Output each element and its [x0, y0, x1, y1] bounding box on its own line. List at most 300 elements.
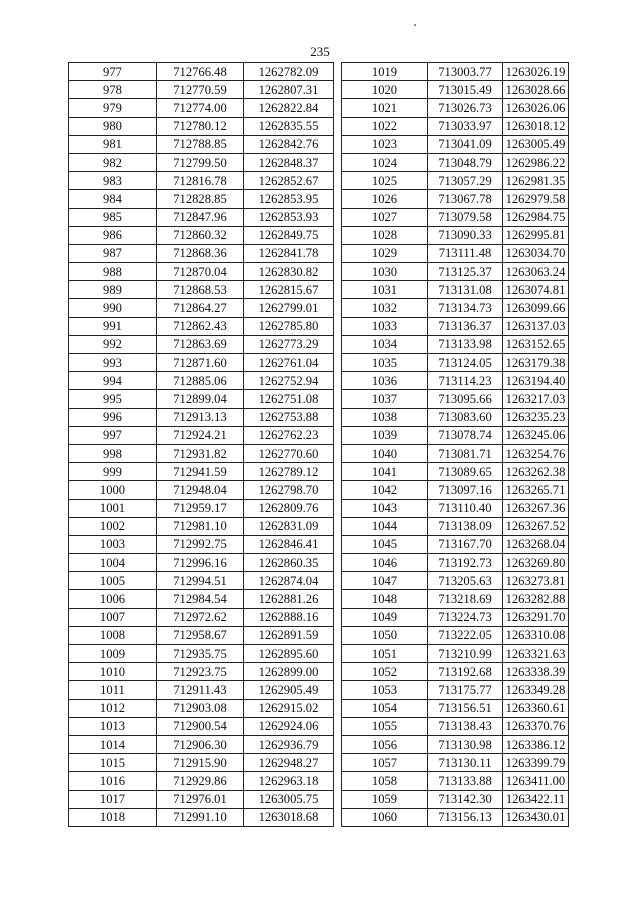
table-row: [342, 808, 569, 826]
y-coordinate-cell: 1262853.95: [244, 190, 334, 208]
table-row: [69, 808, 334, 826]
y-coordinate-cell: 1262979.58: [503, 190, 569, 208]
table-row: [342, 444, 569, 462]
y-coordinate-cell: 1263063.24: [503, 263, 569, 281]
coordinates-table-left: [68, 62, 334, 827]
table-row: [69, 517, 334, 535]
point-number-cell: 1045: [342, 535, 428, 553]
point-number-cell: 992: [69, 335, 157, 353]
table-row: [69, 499, 334, 517]
y-coordinate-cell: 1262984.75: [503, 208, 569, 226]
point-number-cell: 1053: [342, 681, 428, 699]
point-number-cell: 981: [69, 135, 157, 153]
y-coordinate-cell: 1262770.60: [244, 444, 334, 462]
x-coordinate-cell: 713125.37: [428, 263, 503, 281]
point-number-cell: 1027: [342, 208, 428, 226]
table-row: [69, 645, 334, 663]
table-row: [342, 772, 569, 790]
table-row: [342, 372, 569, 390]
x-coordinate-cell: 712899.04: [157, 390, 244, 408]
x-coordinate-cell: 712913.13: [157, 408, 244, 426]
y-coordinate-cell: 1262789.12: [244, 463, 334, 481]
table-row: [342, 281, 569, 299]
x-coordinate-cell: 712924.21: [157, 426, 244, 444]
y-coordinate-cell: 1263217.03: [503, 390, 569, 408]
table-row: [342, 208, 569, 226]
table-row: [69, 608, 334, 626]
x-coordinate-cell: 712935.75: [157, 645, 244, 663]
table-row: [69, 172, 334, 190]
table-row: [69, 463, 334, 481]
x-coordinate-cell: 713156.51: [428, 699, 503, 717]
x-coordinate-cell: 713192.68: [428, 663, 503, 681]
table-row: [342, 190, 569, 208]
y-coordinate-cell: 1263269.80: [503, 554, 569, 572]
point-number-cell: 1047: [342, 572, 428, 590]
x-coordinate-cell: 713175.77: [428, 681, 503, 699]
y-coordinate-cell: 1263026.06: [503, 99, 569, 117]
y-coordinate-cell: 1263321.63: [503, 645, 569, 663]
table-row: [69, 663, 334, 681]
x-coordinate-cell: 712903.08: [157, 699, 244, 717]
table-row: [69, 135, 334, 153]
point-number-cell: 1000: [69, 481, 157, 499]
x-coordinate-cell: 712958.67: [157, 626, 244, 644]
y-coordinate-cell: 1262986.22: [503, 153, 569, 171]
table-row: [69, 717, 334, 735]
point-number-cell: 1052: [342, 663, 428, 681]
y-coordinate-cell: 1262899.00: [244, 663, 334, 681]
table-row: [69, 99, 334, 117]
x-coordinate-cell: 712981.10: [157, 517, 244, 535]
point-number-cell: 1021: [342, 99, 428, 117]
x-coordinate-cell: 713111.48: [428, 244, 503, 262]
table-row: [69, 481, 334, 499]
point-number-cell: 985: [69, 208, 157, 226]
y-coordinate-cell: 1263034.70: [503, 244, 569, 262]
y-coordinate-cell: 1263338.39: [503, 663, 569, 681]
x-coordinate-cell: 712923.75: [157, 663, 244, 681]
x-coordinate-cell: 713026.73: [428, 99, 503, 117]
y-coordinate-cell: 1263265.71: [503, 481, 569, 499]
y-coordinate-cell: 1262752.94: [244, 372, 334, 390]
x-coordinate-cell: 713138.43: [428, 717, 503, 735]
table-row: [69, 81, 334, 99]
x-coordinate-cell: 712972.62: [157, 608, 244, 626]
point-number-cell: 987: [69, 244, 157, 262]
x-coordinate-cell: 712766.48: [157, 63, 244, 81]
point-number-cell: 1012: [69, 699, 157, 717]
x-coordinate-cell: 712941.59: [157, 463, 244, 481]
table-row: [342, 735, 569, 753]
point-number-cell: 1019: [342, 63, 428, 81]
point-number-cell: 1011: [69, 681, 157, 699]
point-number-cell: 1043: [342, 499, 428, 517]
x-coordinate-cell: 712931.82: [157, 444, 244, 462]
x-coordinate-cell: 713133.98: [428, 335, 503, 353]
x-coordinate-cell: 713041.09: [428, 135, 503, 153]
x-coordinate-cell: 713210.99: [428, 645, 503, 663]
x-coordinate-cell: 713156.13: [428, 808, 503, 826]
y-coordinate-cell: 1262948.27: [244, 754, 334, 772]
point-number-cell: 1004: [69, 554, 157, 572]
x-coordinate-cell: 712948.04: [157, 481, 244, 499]
point-number-cell: 1018: [69, 808, 157, 826]
table-row: [69, 772, 334, 790]
x-coordinate-cell: 712959.17: [157, 499, 244, 517]
point-number-cell: 1008: [69, 626, 157, 644]
table-row: [342, 117, 569, 135]
x-coordinate-cell: 712929.86: [157, 772, 244, 790]
x-coordinate-cell: 712984.54: [157, 590, 244, 608]
table-row: [342, 335, 569, 353]
y-coordinate-cell: 1263422.11: [503, 790, 569, 808]
x-coordinate-cell: 713081.71: [428, 444, 503, 462]
y-coordinate-cell: 1263291.70: [503, 608, 569, 626]
y-coordinate-cell: 1263245.06: [503, 426, 569, 444]
table-row: [342, 153, 569, 171]
x-coordinate-cell: 712847.96: [157, 208, 244, 226]
point-number-cell: 1044: [342, 517, 428, 535]
table-row: [69, 590, 334, 608]
table-row: [69, 317, 334, 335]
y-coordinate-cell: 1263262.38: [503, 463, 569, 481]
y-coordinate-cell: 1263386.12: [503, 735, 569, 753]
x-coordinate-cell: 712976.01: [157, 790, 244, 808]
x-coordinate-cell: 712860.32: [157, 226, 244, 244]
x-coordinate-cell: 713110.40: [428, 499, 503, 517]
point-number-cell: 1026: [342, 190, 428, 208]
table-row: [69, 263, 334, 281]
y-coordinate-cell: 1263273.81: [503, 572, 569, 590]
point-number-cell: 1025: [342, 172, 428, 190]
table-row: [342, 408, 569, 426]
x-coordinate-cell: 713097.16: [428, 481, 503, 499]
x-coordinate-cell: 713048.79: [428, 153, 503, 171]
x-coordinate-cell: 712900.54: [157, 717, 244, 735]
point-number-cell: 1040: [342, 444, 428, 462]
table-row: [69, 681, 334, 699]
table-row: [342, 626, 569, 644]
point-number-cell: 1031: [342, 281, 428, 299]
y-coordinate-cell: 1262807.31: [244, 81, 334, 99]
point-number-cell: 1042: [342, 481, 428, 499]
y-coordinate-cell: 1262762.23: [244, 426, 334, 444]
point-number-cell: 991: [69, 317, 157, 335]
y-coordinate-cell: 1262841.78: [244, 244, 334, 262]
point-number-cell: 1001: [69, 499, 157, 517]
table-row: [342, 790, 569, 808]
coordinates-table-right: [341, 62, 569, 827]
table-row: [342, 99, 569, 117]
x-coordinate-cell: 713089.65: [428, 463, 503, 481]
x-coordinate-cell: 712885.06: [157, 372, 244, 390]
point-number-cell: 999: [69, 463, 157, 481]
y-coordinate-cell: 1263411.00: [503, 772, 569, 790]
table-row: [342, 717, 569, 735]
y-coordinate-cell: 1262881.26: [244, 590, 334, 608]
point-number-cell: 1002: [69, 517, 157, 535]
y-coordinate-cell: 1262822.84: [244, 99, 334, 117]
table-row: [342, 63, 569, 81]
x-coordinate-cell: 713224.73: [428, 608, 503, 626]
y-coordinate-cell: 1262905.49: [244, 681, 334, 699]
table-row: [342, 499, 569, 517]
point-number-cell: 996: [69, 408, 157, 426]
point-number-cell: 1049: [342, 608, 428, 626]
point-number-cell: 978: [69, 81, 157, 99]
table-row: [342, 244, 569, 262]
point-number-cell: 1022: [342, 117, 428, 135]
point-number-cell: 1029: [342, 244, 428, 262]
x-coordinate-cell: 712868.36: [157, 244, 244, 262]
point-number-cell: 1034: [342, 335, 428, 353]
table-row: [342, 535, 569, 553]
y-coordinate-cell: 1263028.66: [503, 81, 569, 99]
x-coordinate-cell: 712862.43: [157, 317, 244, 335]
y-coordinate-cell: 1263267.52: [503, 517, 569, 535]
point-number-cell: 1015: [69, 754, 157, 772]
y-coordinate-cell: 1263267.36: [503, 499, 569, 517]
point-number-cell: 1046: [342, 554, 428, 572]
table-row: [69, 699, 334, 717]
table-row: [69, 426, 334, 444]
x-coordinate-cell: 712992.75: [157, 535, 244, 553]
y-coordinate-cell: 1262874.04: [244, 572, 334, 590]
point-number-cell: 1056: [342, 735, 428, 753]
point-number-cell: 1039: [342, 426, 428, 444]
table-row: [69, 626, 334, 644]
point-number-cell: 1028: [342, 226, 428, 244]
x-coordinate-cell: 713095.66: [428, 390, 503, 408]
x-coordinate-cell: 712906.30: [157, 735, 244, 753]
x-coordinate-cell: 713033.97: [428, 117, 503, 135]
y-coordinate-cell: 1262888.16: [244, 608, 334, 626]
point-number-cell: 1059: [342, 790, 428, 808]
table-row: [342, 81, 569, 99]
point-number-cell: 1050: [342, 626, 428, 644]
x-coordinate-cell: 713015.49: [428, 81, 503, 99]
x-coordinate-cell: 713079.58: [428, 208, 503, 226]
table-row: [69, 390, 334, 408]
point-number-cell: 1051: [342, 645, 428, 663]
table-row: [69, 299, 334, 317]
point-number-cell: 1048: [342, 590, 428, 608]
table-row: [342, 481, 569, 499]
table-row: [342, 226, 569, 244]
y-coordinate-cell: 1263099.66: [503, 299, 569, 317]
point-number-cell: 979: [69, 99, 157, 117]
x-coordinate-cell: 713142.30: [428, 790, 503, 808]
y-coordinate-cell: 1262751.08: [244, 390, 334, 408]
x-coordinate-cell: 712991.10: [157, 808, 244, 826]
table-row: [342, 663, 569, 681]
table-row: [342, 317, 569, 335]
point-number-cell: 1030: [342, 263, 428, 281]
x-coordinate-cell: 713124.05: [428, 354, 503, 372]
x-coordinate-cell: 713130.98: [428, 735, 503, 753]
point-number-cell: 1058: [342, 772, 428, 790]
y-coordinate-cell: 1262753.88: [244, 408, 334, 426]
x-coordinate-cell: 712870.04: [157, 263, 244, 281]
y-coordinate-cell: 1262849.75: [244, 226, 334, 244]
table-row: [69, 535, 334, 553]
x-coordinate-cell: 712774.00: [157, 99, 244, 117]
point-number-cell: 1038: [342, 408, 428, 426]
y-coordinate-cell: 1263399.79: [503, 754, 569, 772]
point-number-cell: 1035: [342, 354, 428, 372]
x-coordinate-cell: 712828.85: [157, 190, 244, 208]
x-coordinate-cell: 712868.53: [157, 281, 244, 299]
y-coordinate-cell: 1262809.76: [244, 499, 334, 517]
point-number-cell: 990: [69, 299, 157, 317]
x-coordinate-cell: 712871.60: [157, 354, 244, 372]
y-coordinate-cell: 1262815.67: [244, 281, 334, 299]
point-number-cell: 982: [69, 153, 157, 171]
point-number-cell: 1006: [69, 590, 157, 608]
point-number-cell: 994: [69, 372, 157, 390]
point-number-cell: 1014: [69, 735, 157, 753]
point-number-cell: 1055: [342, 717, 428, 735]
x-coordinate-cell: 713131.08: [428, 281, 503, 299]
y-coordinate-cell: 1262830.82: [244, 263, 334, 281]
table-row: [342, 590, 569, 608]
y-coordinate-cell: 1263137.03: [503, 317, 569, 335]
y-coordinate-cell: 1263310.08: [503, 626, 569, 644]
table-row: [69, 554, 334, 572]
point-number-cell: 1057: [342, 754, 428, 772]
x-coordinate-cell: 713083.60: [428, 408, 503, 426]
point-number-cell: 1013: [69, 717, 157, 735]
y-coordinate-cell: 1262831.09: [244, 517, 334, 535]
point-number-cell: 997: [69, 426, 157, 444]
point-number-cell: 1023: [342, 135, 428, 153]
table-row: [69, 408, 334, 426]
table-row: [69, 63, 334, 81]
table-row: [342, 681, 569, 699]
table-row: [342, 390, 569, 408]
y-coordinate-cell: 1263268.04: [503, 535, 569, 553]
point-number-cell: 1041: [342, 463, 428, 481]
x-coordinate-cell: 713136.37: [428, 317, 503, 335]
point-number-cell: 1024: [342, 153, 428, 171]
point-number-cell: 1016: [69, 772, 157, 790]
point-number-cell: 1033: [342, 317, 428, 335]
y-coordinate-cell: 1262785.80: [244, 317, 334, 335]
x-coordinate-cell: 713134.73: [428, 299, 503, 317]
point-number-cell: 1017: [69, 790, 157, 808]
table-row: [69, 335, 334, 353]
y-coordinate-cell: 1262981.35: [503, 172, 569, 190]
y-coordinate-cell: 1263179.38: [503, 354, 569, 372]
table-row: [342, 354, 569, 372]
x-coordinate-cell: 712780.12: [157, 117, 244, 135]
x-coordinate-cell: 713205.63: [428, 572, 503, 590]
y-coordinate-cell: 1262773.29: [244, 335, 334, 353]
table-row: [342, 554, 569, 572]
y-coordinate-cell: 1263018.68: [244, 808, 334, 826]
x-coordinate-cell: 712994.51: [157, 572, 244, 590]
y-coordinate-cell: 1263005.49: [503, 135, 569, 153]
table-row: [69, 735, 334, 753]
y-coordinate-cell: 1262915.02: [244, 699, 334, 717]
x-coordinate-cell: 713090.33: [428, 226, 503, 244]
x-coordinate-cell: 712788.85: [157, 135, 244, 153]
point-number-cell: 977: [69, 63, 157, 81]
y-coordinate-cell: 1262853.93: [244, 208, 334, 226]
y-coordinate-cell: 1262895.60: [244, 645, 334, 663]
table-row: [69, 281, 334, 299]
table-row: [69, 226, 334, 244]
point-number-cell: 1005: [69, 572, 157, 590]
y-coordinate-cell: 1262860.35: [244, 554, 334, 572]
table-row: [69, 572, 334, 590]
x-coordinate-cell: 713222.05: [428, 626, 503, 644]
point-number-cell: 995: [69, 390, 157, 408]
y-coordinate-cell: 1263026.19: [503, 63, 569, 81]
point-number-cell: 988: [69, 263, 157, 281]
y-coordinate-cell: 1263370.76: [503, 717, 569, 735]
y-coordinate-cell: 1262798.70: [244, 481, 334, 499]
x-coordinate-cell: 713067.78: [428, 190, 503, 208]
table-row: [69, 790, 334, 808]
y-coordinate-cell: 1263349.28: [503, 681, 569, 699]
y-coordinate-cell: 1263254.76: [503, 444, 569, 462]
table-row: [69, 754, 334, 772]
y-coordinate-cell: 1262848.37: [244, 153, 334, 171]
x-coordinate-cell: 712770.59: [157, 81, 244, 99]
table-row: [69, 372, 334, 390]
y-coordinate-cell: 1263360.61: [503, 699, 569, 717]
point-number-cell: 984: [69, 190, 157, 208]
y-coordinate-cell: 1263018.12: [503, 117, 569, 135]
table-row: [69, 190, 334, 208]
point-number-cell: 1003: [69, 535, 157, 553]
table-row: [342, 754, 569, 772]
y-coordinate-cell: 1262846.41: [244, 535, 334, 553]
point-number-cell: 998: [69, 444, 157, 462]
y-coordinate-cell: 1262995.81: [503, 226, 569, 244]
y-coordinate-cell: 1263074.81: [503, 281, 569, 299]
x-coordinate-cell: 713003.77: [428, 63, 503, 81]
x-coordinate-cell: 713130.11: [428, 754, 503, 772]
point-number-cell: 1007: [69, 608, 157, 626]
table-row: [342, 572, 569, 590]
x-coordinate-cell: 713138.09: [428, 517, 503, 535]
x-coordinate-cell: 713192.73: [428, 554, 503, 572]
point-number-cell: 993: [69, 354, 157, 372]
point-number-cell: 1060: [342, 808, 428, 826]
y-coordinate-cell: 1263235.23: [503, 408, 569, 426]
y-coordinate-cell: 1262924.06: [244, 717, 334, 735]
page-number: 235: [310, 44, 330, 59]
table-row: [342, 608, 569, 626]
table-row: [342, 699, 569, 717]
y-coordinate-cell: 1262835.55: [244, 117, 334, 135]
table-row: [342, 299, 569, 317]
point-number-cell: 1037: [342, 390, 428, 408]
table-row: [342, 135, 569, 153]
x-coordinate-cell: 712799.50: [157, 153, 244, 171]
y-coordinate-cell: 1263282.88: [503, 590, 569, 608]
x-coordinate-cell: 713167.70: [428, 535, 503, 553]
y-coordinate-cell: 1262963.18: [244, 772, 334, 790]
y-coordinate-cell: 1262782.09: [244, 63, 334, 81]
x-coordinate-cell: 713114.23: [428, 372, 503, 390]
point-number-cell: 1010: [69, 663, 157, 681]
x-coordinate-cell: 712996.16: [157, 554, 244, 572]
table-row: [342, 172, 569, 190]
